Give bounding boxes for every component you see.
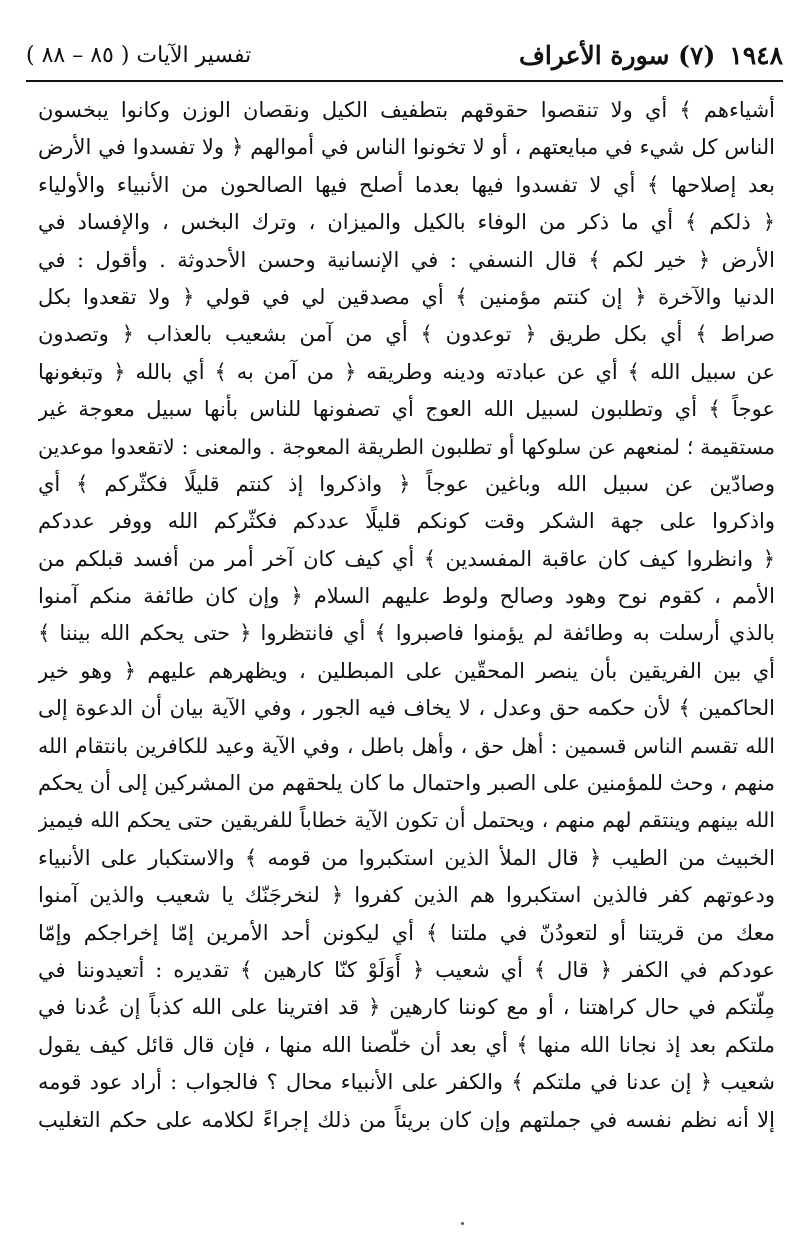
header-right bbox=[519, 41, 783, 70]
page-body bbox=[38, 92, 775, 1139]
text-line-27: شعيب ﴿ إن عدنا في ملتكم ﴾ والكفر على الأنبياء محال ؟ فالجواب : أراد عود قومه bbox=[38, 1070, 775, 1095]
text-line-16: أي بين الفريقين بأن ينصر المحقّين على المبطلين ، ويظهرهم عليهم ﴿ وهو خير bbox=[38, 658, 775, 683]
text-line-22: ودعوتهم كفر فالذين استكبروا هم الذين كفروا ﴿ لنخرجَنّك يا شعيب والذين آمنوا bbox=[38, 883, 775, 908]
text-line-13: ﴿ وانظروا كيف كان عاقبة المفسدين ﴾ أي كيف كان آخر أمر من أفسد قبلكم من bbox=[38, 546, 775, 571]
text-line-26: ملتكم بعد إذ نجانا الله منها ﴾ أي بعد أن خلّصنا الله منها ، فإن قال قائل كيف يقول bbox=[38, 1032, 775, 1057]
text-line-3: بعد إصلاحها ﴾ أي لا تفسدوا فيها بعدما أصلح فيها الصالحون من الأنبياء والأولياء bbox=[38, 172, 775, 197]
text-line-18: الله تقسم الناس قسمين : أهل حق ، وأهل باطل ، وفي الآية وعيد للكافرين بانتقام الله bbox=[38, 733, 775, 758]
text-line-25: مِلّتكم في حال كراهتنا ، أو مع كوننا كارهين ﴿ قد افترينا على الله كذباً إن عُدنا في bbox=[38, 995, 775, 1020]
text-line-2: الناس كل شيء في مبايعتهم ، أو لا تخونوا الناس في أموالهم ﴿ ولا تفسدوا في الأرض bbox=[38, 135, 775, 160]
text-line-5: الأرض ﴿ خير لكم ﴾ قال النسفي : في الإنسانية وحسن الأحدوثة . وأقول : في bbox=[38, 247, 775, 272]
text-line-19: منهم ، وحث للمؤمنين على الصبر واحتمال ما كان يلحقهم من المشركين إلى أن يحكم bbox=[38, 771, 775, 796]
text-line-21: الخبيث من الطيب ﴿ قال الملأ الذين استكبروا من قومه ﴾ والاستكبار على الأنبياء bbox=[38, 845, 775, 870]
text-line-8: عن سبيل الله ﴾ أي عن عبادته ودينه وطريقه ﴿ من آمن به ﴾ أي بالله ﴿ وتبغونها bbox=[38, 359, 775, 384]
text-line-7: صراط ﴾ أي بكل طريق ﴿ توعدون ﴾ أي من آمن بشعيب بالعذاب ﴿ وتصدون bbox=[38, 322, 775, 347]
text-line-1: أشياءهم ﴾ أي ولا تنقصوا حقوقهم بتطفيف الكيل ونقصان الوزن وكانوا يبخسون bbox=[38, 98, 775, 122]
text-line-4: ﴿ ذلكم ﴾ أي ما ذكر من الوفاء بالكيل والميزان ، وترك البخس ، والإفساد في bbox=[38, 210, 775, 235]
page-mark bbox=[461, 1222, 464, 1225]
section-title: تفسير الآيات ( ٨٥ – ٨٨ ) bbox=[26, 42, 252, 68]
text-line-20: الله بينهم وينتقم لهم منهم ، ويحتمل أن تكون الآية خطاباً للفريقين حتى يحكم الله فيميز bbox=[38, 808, 775, 833]
page-header bbox=[26, 36, 783, 74]
page-number: ١٩٤٨ bbox=[729, 40, 783, 70]
text-line-17: الحاكمين ﴾ لأن حكمه حق وعدل ، لا يخاف فيه الجور ، وفي الآية بيان أن الدعوة إلى bbox=[38, 696, 775, 721]
text-line-9: عوجاً ﴾ أي وتطلبون لسبيل الله العوج أي تصفونها للناس بأنها سبيل معوجة غير bbox=[38, 397, 775, 422]
text-line-10: مستقيمة ؛ لمنعهم عن سلوكها أو تطلبون الطريقة المعوجة . والمعنى : لاتقعدوا موعدين bbox=[38, 434, 775, 459]
text-line-6: الدنيا والآخرة ﴿ إن كنتم مؤمنين ﴾ أي مصدقين لي في قولي ﴿ ولا تقعدوا بكل bbox=[38, 284, 775, 309]
header-rule bbox=[26, 80, 783, 82]
text-line-11: وصادّين عن سبيل الله وباغين عوجاً ﴿ واذكروا إذ كنتم قليلًا فكثّركم ﴾ أي bbox=[38, 471, 775, 496]
text-line-23: معك من قريتنا أو لتعودُنّ في ملتنا ﴾ أي ليكونن أحد الأمرين إمّا إخراجكم وإمّا bbox=[38, 920, 775, 945]
text-line-12: واذكروا على جهة الشكر وقت كونكم قليلًا عددكم فكثّركم الله ووفر عددكم bbox=[38, 509, 775, 534]
text-line-14: الأمم ، كقوم نوح وهود وصالح ولوط عليهم السلام ﴿ وإن كان طائفة منكم آمنوا bbox=[38, 584, 775, 609]
text-line-15: بالذي أرسلت به وطائفة لم يؤمنوا فاصبروا ﴾ أي فانتظروا ﴿ حتى يحكم الله بيننا ﴾ bbox=[38, 621, 775, 646]
text-line-24: عودكم في الكفر ﴿ قال ﴾ أي شعيب ﴿ أَوَلَوْ كنّا كارهين ﴾ تقديره : أتعيدوننا في bbox=[38, 957, 775, 982]
surah-title: (٧) سورة الأعراف bbox=[518, 40, 716, 70]
text-line-28: إلا أنه نظم نفسه في جملتهم وإن كان بريئاً من ذلك إجراءً لكلامه على حكم التغليب bbox=[38, 1107, 775, 1132]
